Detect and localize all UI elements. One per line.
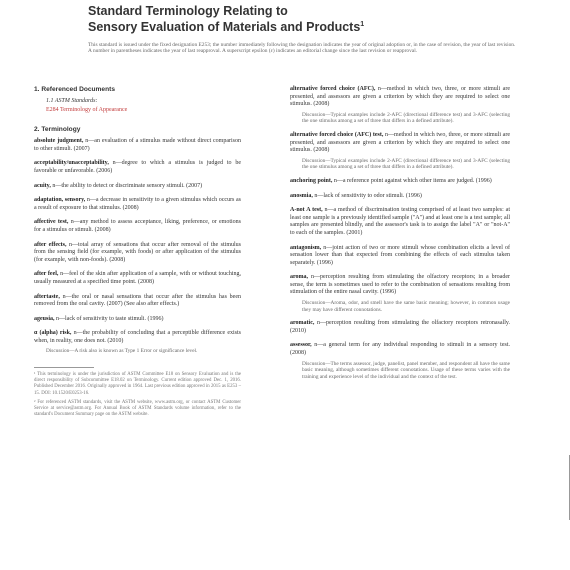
term-entry bbox=[34, 330, 241, 345]
term-name: absolute judgment, bbox=[34, 138, 84, 145]
section-referenced-documents-heading: 1. Referenced Documents bbox=[34, 86, 115, 93]
term-entry bbox=[34, 160, 241, 175]
term-name: adaptation, sensory, bbox=[34, 197, 86, 204]
term-entry bbox=[34, 138, 241, 153]
term-definition: n—total array of sensations that occur after removal of the stimulus from the sensing field (for example, with foods) or after application of the stimulus (for example, with non-foods). (2008) bbox=[34, 241, 241, 263]
term-name: ageusia, bbox=[34, 315, 55, 322]
term-definition: n—the oral or nasal sensations that occur after the stimulus has been removed from the oral cavity. (2007) (See also after effects.) bbox=[34, 293, 242, 308]
term-name: affective test, bbox=[34, 219, 69, 226]
term-name: acuity, bbox=[34, 182, 51, 189]
term-definition: n—a method of discrimination testing comprised of at least two samples: at least one sample is a previously identified sample ("A") and at least one is a test sample; all samples are presented blindly, and the assessor's task is to assign the label "A" or "not-A" to each of the samples. (2001) bbox=[290, 207, 510, 236]
term-definition: n—joint action of two or more stimuli whose combination elicits a level of sensation lower than that expected from combining the effects of each stimulus taken separately. (1996) bbox=[290, 244, 510, 266]
title-line-2 bbox=[88, 18, 508, 34]
title-line-2-text: Sensory Evaluation of Materials and Products bbox=[88, 20, 361, 35]
term-definition: n—perception resulting from stimulating the olfactory receptors; in a broader sense, the term is sometimes used to refer to the combination of sensations resulting from stimulation of the entire nasal cavity. (1996) bbox=[290, 274, 510, 296]
term-definition: n—method in which two, three, or more stimuli are presented, and assessors are given a criterion by which they are required to select one stimulus. (2008) bbox=[290, 131, 511, 154]
term-name: anosmia, bbox=[290, 192, 313, 199]
term-entry bbox=[34, 183, 241, 191]
term-name: α (alpha) risk, bbox=[34, 330, 72, 337]
term-name: A-not A test, bbox=[290, 207, 323, 214]
footnote-2: ² For referenced ASTM standards, visit the ASTM website, www.astm.org, or contact ASTM Customer Service at service@astm.org. For Annual Book of ASTM Standards volume information, refer to the standard's Document Summary page on the ASTM website. bbox=[34, 399, 241, 418]
term-definition: n—degree to which a stimulus is judged to be favorable or unfavorable. (2006) bbox=[34, 160, 241, 174]
astm-standards-label: 1.1 ASTM Standards: bbox=[46, 98, 98, 104]
term-entry bbox=[34, 242, 241, 265]
term-entry bbox=[34, 294, 241, 309]
term-name: aromatic, bbox=[290, 320, 315, 327]
term-entry bbox=[34, 271, 241, 286]
footnote-1: ¹ This terminology is under the jurisdiction of ASTM Committee E18 on Sensory Evaluation and is the direct responsibility of Subcommittee E18.02 on Terminology. Current edition approved Dec. 1, 2016. Published December 2016. Originally approved in 1964. Last previous edition approved in 2015 as E253 – 15. DOI: 10.1520/E0253-16. bbox=[34, 372, 241, 396]
title-footnote-mark: 1 bbox=[360, 21, 365, 28]
term-entry bbox=[290, 342, 510, 357]
term-name: acceptability/unacceptability, bbox=[34, 160, 109, 167]
left-term-list bbox=[34, 138, 241, 345]
term-definition: n—a decrease in sensitivity to a given stimulus which occurs as a result of exposure to that stimulus. (2008) bbox=[34, 197, 242, 211]
term-entry bbox=[290, 132, 510, 155]
term-definition: n—a general term for any individual responding to stimuli in a sensory test. (2008) bbox=[290, 342, 511, 357]
term-name: aftertaste, bbox=[34, 293, 60, 300]
term-discussion: Discussion—The terms assessor, judge, panelist, panel member, and respondent all have the same basic meaning, although sometimes different connotations. Usage of these terms varies with the training and experience level of the individual and the context of the test. bbox=[302, 360, 510, 380]
term-name: after feel, bbox=[34, 271, 59, 278]
term-discussion: Discussion—Typical examples include 2-AFC (directional difference test) and 3-AFC (selecting the one stimulus among a set of three that differs in a defined attribute). bbox=[302, 111, 510, 125]
term-entry bbox=[290, 86, 510, 109]
term-name: aroma, bbox=[290, 274, 309, 281]
term-entry bbox=[290, 193, 510, 201]
term-definition: n—an evaluation of a stimulus made without direct comparison to other stimuli. (2007) bbox=[34, 138, 241, 152]
term-definition: n—any method to assess acceptance, liking, preference, or emotions for a stimulus or stimuli. (2008) bbox=[34, 219, 241, 233]
term-name: antagonism, bbox=[290, 244, 322, 251]
document-title bbox=[88, 4, 508, 34]
designation-notice: This standard is issued under the fixed designation E253; the number immediately following the designation indicates the year of original adoption or, in the case of revision, the year of last revision. A number in parentheses indicates the year of last reapproval. A superscript epsilon (ε) indicates an editorial change since the last revision or reapproval. bbox=[88, 42, 516, 55]
term-entry bbox=[290, 274, 510, 297]
term-name: alternative forced choice (AFC) test, bbox=[290, 131, 384, 138]
section-terminology-heading: 2. Terminology bbox=[34, 126, 81, 134]
term-discussion: Discussion—Aroma, odor, and smell have the same basic meaning; however, in common usage they may have different connotations. bbox=[302, 300, 510, 313]
e284-reference-link[interactable]: E284 Terminology of Appearance bbox=[46, 106, 128, 113]
term-name: alternative forced choice (AFC), bbox=[290, 86, 376, 92]
term-definition: n—perception resulting from stimulating the olfactory receptors retronasally. (2010) bbox=[290, 320, 510, 334]
term-entry bbox=[290, 207, 510, 237]
term-name: anchoring point, bbox=[290, 177, 333, 184]
term-entry bbox=[34, 219, 241, 234]
title-line-1: Standard Terminology Relating to bbox=[88, 4, 288, 18]
term-definition: n—feel of the skin after application of a sample, with or without touching, usually measured at a specified time point. (2008) bbox=[34, 271, 242, 285]
left-column bbox=[34, 86, 241, 421]
alpha-risk-discussion: Discussion—A risk also is known as Type 1 Error or significance level. bbox=[46, 348, 198, 355]
right-column bbox=[290, 86, 510, 387]
term-name: after effects, bbox=[34, 241, 67, 248]
term-definition: n—lack of sensitivity to odor stimuli. (1996) bbox=[314, 192, 422, 199]
term-definition: n—a reference point against which other items are judged. (1996) bbox=[333, 177, 492, 184]
term-entry bbox=[34, 197, 241, 212]
footnote-divider bbox=[34, 367, 94, 368]
term-entry bbox=[290, 320, 510, 335]
term-discussion: Discussion—Typical examples include 2-AFC (directional difference test) and 3-AFC (selecting the one stimulus among a set of three that differs in a defined attribute). bbox=[302, 157, 510, 171]
term-entry bbox=[290, 245, 510, 268]
term-definition: n—the ability to detect or discriminate sensory stimuli. (2007) bbox=[52, 182, 203, 189]
term-name: assessor, bbox=[290, 342, 312, 349]
term-definition: n—method in which two, three, or more stimuli are presented, and assessors are given a criterion by which they are required to select one stimulus. (2008) bbox=[290, 86, 510, 108]
term-entry bbox=[34, 316, 241, 324]
term-definition: n—the probability of concluding that a perceptible difference exists when, in reality, one does not. (2010) bbox=[34, 330, 242, 344]
term-entry bbox=[290, 178, 510, 186]
term-definition: n—lack of sensitivity to taste stimuli. (1996) bbox=[56, 315, 164, 322]
